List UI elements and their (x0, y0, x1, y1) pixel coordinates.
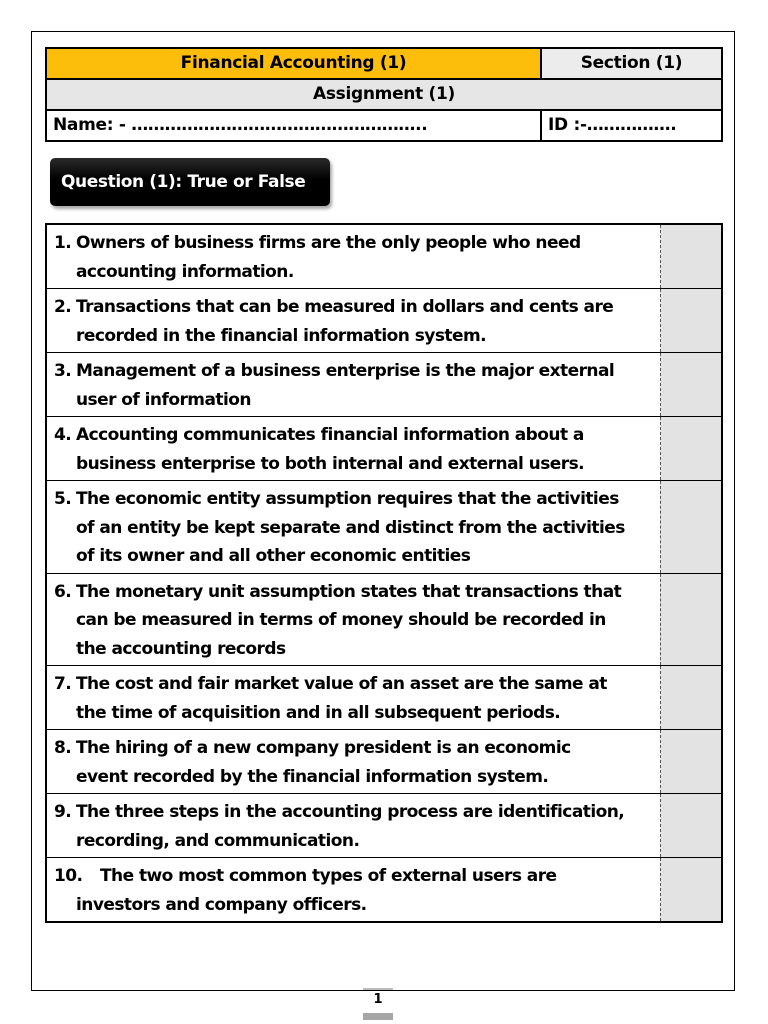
question-text (46, 417, 660, 481)
page-number-rule (363, 988, 393, 990)
question-text (46, 730, 660, 794)
question-line-text: Management of a business enterprise is the major external (76, 361, 615, 381)
question-text (46, 794, 660, 858)
question-row (46, 573, 722, 666)
question-number: 10. (54, 866, 83, 886)
question-text (46, 353, 660, 417)
question-line-text: event recorded by the financial information system. (76, 766, 549, 787)
question-number (54, 514, 76, 543)
page-number-label: 1 (373, 992, 383, 1007)
question-line-text: accounting information. (76, 261, 294, 282)
question-number: 7. (54, 674, 72, 694)
question-line (54, 763, 656, 792)
question-row (46, 417, 722, 481)
question-text (46, 666, 660, 730)
question-number (54, 635, 76, 664)
question-line (54, 450, 656, 479)
question-text (46, 573, 660, 666)
question-number: 5. (54, 489, 72, 509)
question-heading (50, 158, 330, 206)
question-line (54, 862, 656, 891)
question-line (54, 229, 656, 258)
answer-box[interactable] (660, 730, 722, 794)
course-title: Financial Accounting (1) (46, 48, 541, 79)
question-line-text: the accounting records (76, 638, 286, 659)
question-text (46, 224, 660, 289)
question-heading-label: Question (1): True or False (61, 172, 306, 192)
answer-box[interactable] (660, 573, 722, 666)
answer-box[interactable] (660, 417, 722, 481)
question-line-text: The cost and fair market value of an asset are the same at (76, 674, 607, 694)
assignment-header (45, 47, 723, 142)
question-line (54, 699, 656, 728)
question-line (54, 293, 656, 322)
answer-box[interactable] (660, 481, 722, 574)
question-line-text: Owners of business firms are the only people who need (76, 233, 581, 253)
question-number (54, 450, 76, 479)
question-line (54, 635, 656, 664)
question-row (46, 481, 722, 574)
question-text (46, 289, 660, 353)
question-text (46, 481, 660, 574)
question-row (46, 289, 722, 353)
answer-box[interactable] (660, 289, 722, 353)
question-line-text: Transactions that can be measured in dollars and cents are (76, 297, 614, 317)
question-number: 4. (54, 425, 72, 445)
question-row (46, 666, 722, 730)
question-line-text: recording, and communication. (76, 830, 360, 851)
question-row (46, 353, 722, 417)
answer-box[interactable] (660, 794, 722, 858)
question-number (54, 891, 76, 920)
question-number (54, 827, 76, 856)
question-number: 8. (54, 738, 72, 758)
question-number (54, 699, 76, 728)
question-line (54, 891, 656, 920)
question-line (54, 322, 656, 351)
question-line (54, 798, 656, 827)
page-number-bar (363, 1013, 393, 1020)
question-row (46, 858, 722, 923)
section-label: Section (1) (541, 48, 722, 79)
true-false-table (45, 223, 723, 923)
answer-box[interactable] (660, 224, 722, 289)
question-line (54, 578, 656, 607)
answer-box[interactable] (660, 666, 722, 730)
question-line-text: can be measured in terms of money should be recorded in (76, 610, 606, 630)
answer-box[interactable] (660, 858, 722, 923)
question-line-text: The two most common types of external users are (100, 866, 557, 886)
question-line-text: investors and company officers. (76, 894, 367, 915)
question-line-text: recorded in the financial information system. (76, 325, 487, 346)
question-line (54, 514, 656, 543)
question-line (54, 485, 656, 514)
question-number (54, 606, 76, 635)
question-row (46, 224, 722, 289)
id-field[interactable]: ID :-……………. (541, 110, 722, 141)
question-number (54, 542, 76, 571)
page-number (363, 992, 393, 1020)
assignment-title: Assignment (1) (46, 79, 722, 110)
question-line-text: of its owner and all other economic entities (76, 546, 471, 566)
question-row (46, 794, 722, 858)
question-line (54, 827, 656, 856)
question-line (54, 357, 656, 386)
question-line-text: The three steps in the accounting process are identification, (76, 802, 625, 822)
question-number (54, 763, 76, 792)
question-number: 9. (54, 802, 72, 822)
question-number: 2. (54, 297, 72, 317)
question-line-text: of an entity be kept separate and distinct from the activities (76, 517, 625, 538)
question-line (54, 386, 656, 415)
question-line (54, 258, 656, 287)
question-line (54, 542, 656, 571)
question-line-text: The hiring of a new company president is an economic (76, 738, 571, 758)
question-line (54, 606, 656, 635)
question-line-text: The monetary unit assumption states that transactions that (76, 581, 622, 602)
question-number (54, 386, 76, 415)
question-line-text: The economic entity assumption requires that the activities (76, 489, 619, 509)
question-text (46, 858, 660, 923)
question-number (54, 322, 76, 351)
answer-box[interactable] (660, 353, 722, 417)
question-line-text: the time of acquisition and in all subsequent periods. (76, 702, 561, 723)
question-line (54, 421, 656, 450)
question-line-text: Accounting communicates financial information about a (76, 425, 584, 445)
name-field[interactable]: Name: - …………………………………………….. (46, 110, 541, 141)
question-line-text: business enterprise to both internal and external users. (76, 453, 585, 474)
question-number (54, 258, 76, 287)
question-line (54, 734, 656, 763)
question-number: 1. (54, 233, 72, 253)
question-number: 6. (54, 581, 72, 602)
question-line (54, 670, 656, 699)
question-row (46, 730, 722, 794)
question-line-text: user of information (76, 389, 251, 410)
question-number: 3. (54, 361, 72, 381)
